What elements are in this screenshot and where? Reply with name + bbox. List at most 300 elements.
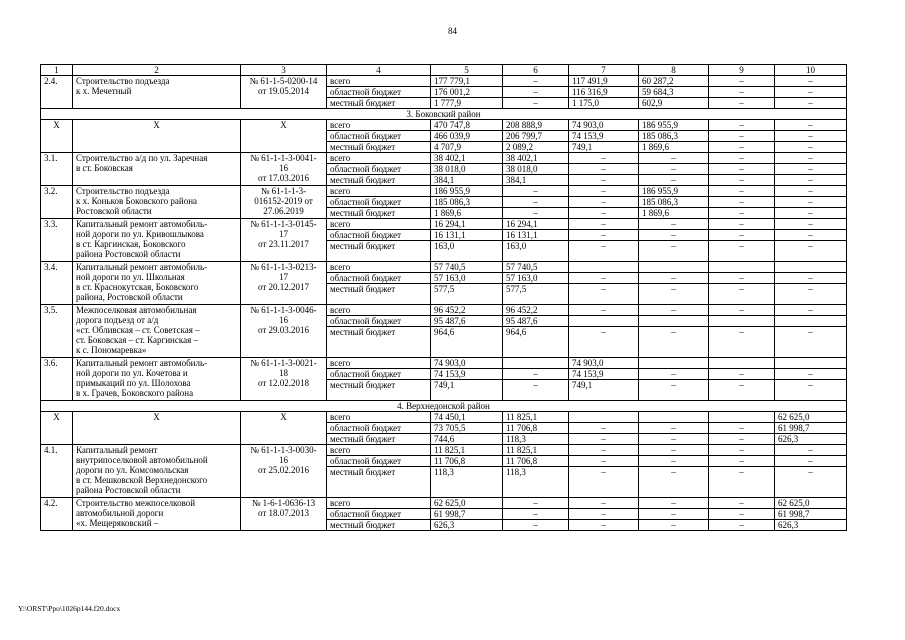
object-name-line: Строительство подъезда [76,76,170,86]
amount-cell: – [639,520,709,531]
document-ref-line: от 19.05.2014 [257,86,310,96]
funding-type: местный бюджет [327,520,431,531]
object-name [73,219,241,262]
object-name-line: ной дороги по ул. Кривошлыкова [76,229,204,239]
amount-cell [709,412,775,423]
amount-cell: 116 316,9 [569,87,639,98]
object-name-line: дорога подъезд от а/д [76,315,159,325]
amount-cell: 96 452,2 [503,305,569,316]
funding-type: местный бюджет [327,434,431,445]
amount-cell: 61 998,7 [431,509,503,520]
funding-type: всего [327,76,431,87]
amount-cell: – [639,423,709,434]
amount-cell: – [569,175,639,186]
funding-type: областной бюджет [327,456,431,467]
amount-cell: 11 825,1 [431,445,503,456]
document-ref [241,120,327,153]
amount-cell: – [775,284,847,305]
object-name-line: Капитальный ремонт автомобиль- [76,358,208,368]
object-name-line: Ростовской области [76,206,152,216]
row-number: 4.1. [41,445,73,498]
document-ref-line: от 29.03.2016 [257,325,310,335]
amount-cell: – [709,197,775,208]
amount-cell: 11 825,1 [503,412,569,423]
amount-cell: 11 825,1 [503,445,569,456]
amount-cell: 626,3 [431,520,503,531]
funding-type: областной бюджет [327,164,431,175]
amount-cell: – [569,456,639,467]
amount-cell: – [503,98,569,109]
object-name [73,498,241,531]
amount-cell: – [775,76,847,87]
funding-type: областной бюджет [327,87,431,98]
amount-cell: 11 706,8 [503,456,569,467]
object-name-line: района Ростовской области [76,249,181,259]
object-name-line: внутрипоселковой автомобильной [76,455,208,465]
object-name [73,358,241,401]
amount-cell: 61 998,7 [775,423,847,434]
funding-type: всего [327,262,431,273]
object-name-line: Х [153,120,160,130]
amount-cell: 185 086,3 [639,131,709,142]
header-cell-2: 2 [73,65,241,76]
document-ref-line: от 20.12.2017 [257,282,310,292]
amount-cell: – [709,509,775,520]
amount-cell: 208 888,9 [503,120,569,131]
amount-cell: 470 747,8 [431,120,503,131]
amount-cell [569,316,639,327]
amount-cell: 964,6 [503,327,569,358]
amount-cell: 602,9 [639,98,709,109]
amount-cell: – [709,467,775,498]
amount-cell: – [639,273,709,284]
document-ref-line: от 12.02.2018 [257,378,310,388]
amount-cell: – [639,445,709,456]
amount-cell: 38 402,1 [503,153,569,164]
document-ref-line: 016152-2019 от [254,196,313,206]
amount-cell [639,358,709,369]
amount-cell [775,358,847,369]
document-ref-line: от 17.03.2016 [257,173,310,183]
amount-cell: 186 955,9 [639,186,709,197]
amount-cell: – [775,241,847,262]
amount-cell: – [775,153,847,164]
amount-cell: 186 955,9 [639,120,709,131]
table-row [41,412,847,423]
document-ref-line: 17 [279,272,288,282]
amount-cell: – [709,445,775,456]
amount-cell: – [569,186,639,197]
amount-cell: 185 086,3 [639,197,709,208]
amount-cell: 59 684,3 [639,87,709,98]
amount-cell: – [709,164,775,175]
object-name [73,412,241,445]
amount-cell: – [639,498,709,509]
amount-cell: – [569,423,639,434]
amount-cell [775,316,847,327]
amount-cell: – [775,467,847,498]
amount-cell: – [775,305,847,316]
amount-cell: – [503,380,569,401]
row-number: Х [41,120,73,153]
header-cell-10: 10 [775,65,847,76]
amount-cell: – [709,456,775,467]
amount-cell: – [709,520,775,531]
amount-cell: 57 163,0 [503,273,569,284]
amount-cell: – [639,467,709,498]
amount-cell: – [775,230,847,241]
document-ref-line: № 61-1-1-3-0213- [250,262,317,272]
header-cell-7: 7 [569,65,639,76]
amount-cell: 16 294,1 [503,219,569,230]
object-name-line: в ст. Боковская [76,163,133,173]
amount-cell: – [709,131,775,142]
object-name-line: района Ростовской области [76,485,181,495]
object-name-line: ной дороги по ул. Школьная [76,272,185,282]
amount-cell: 16 294,1 [431,219,503,230]
amount-cell: 96 452,2 [431,305,503,316]
amount-cell: – [775,273,847,284]
amount-cell: 1 869,6 [639,208,709,219]
document-ref-line: от 18.07.2013 [257,508,310,518]
amount-cell [639,262,709,273]
header-cell-8: 8 [639,65,709,76]
amount-cell: – [569,284,639,305]
amount-cell: 74 153,9 [569,131,639,142]
object-name [73,153,241,186]
amount-cell: 62 625,0 [431,498,503,509]
amount-cell: – [569,230,639,241]
amount-cell: – [775,327,847,358]
amount-cell: – [503,87,569,98]
amount-cell [639,316,709,327]
amount-cell: 62 625,0 [775,412,847,423]
amount-cell [709,316,775,327]
amount-cell: – [709,208,775,219]
amount-cell: 74 903,0 [569,120,639,131]
funding-type: всего [327,498,431,509]
header-cell-9: 9 [709,65,775,76]
document-ref-line: № 61-1-1-3-0046- [250,305,317,315]
funding-type: местный бюджет [327,380,431,401]
document-ref [241,358,327,401]
amount-cell [639,412,709,423]
amount-cell: – [639,380,709,401]
table-row [41,305,847,316]
amount-cell: 73 705,5 [431,423,503,434]
amount-cell: – [775,164,847,175]
amount-cell: 749,1 [569,380,639,401]
amount-cell: – [639,509,709,520]
amount-cell: – [709,142,775,153]
amount-cell: 163,0 [431,241,503,262]
amount-cell: – [709,76,775,87]
section-title: 4. Верхнедонской район [41,401,847,412]
amount-cell: 74 153,9 [431,369,503,380]
amount-cell: 117 491,9 [569,76,639,87]
amount-cell: 626,3 [775,520,847,531]
amount-cell: 11 706,8 [431,456,503,467]
object-name [73,186,241,219]
amount-cell: – [569,327,639,358]
amount-cell: – [709,230,775,241]
amount-cell: – [709,273,775,284]
document-ref-line: № 61-1-1-3-0145- [250,219,317,229]
amount-cell: – [569,208,639,219]
section-row [41,109,847,120]
amount-cell: 118,3 [503,434,569,445]
amount-cell: 177 779,1 [431,76,503,87]
funding-type: всего [327,305,431,316]
document-ref-line: № 61-1-1-3-0041- [250,153,317,163]
funding-type: местный бюджет [327,284,431,305]
amount-cell: – [775,369,847,380]
row-number: 2.4. [41,76,73,109]
row-number: 3.5. [41,305,73,358]
amount-cell: – [709,498,775,509]
amount-cell: – [775,208,847,219]
funding-type: местный бюджет [327,98,431,109]
document-ref [241,498,327,531]
document-ref-line: от 25.02.2016 [257,465,310,475]
document-ref-line: 16 [279,315,288,325]
document-ref [241,445,327,498]
amount-cell: – [639,175,709,186]
document-ref [241,76,327,109]
object-name-line: Строительство межпоселковой [76,498,196,508]
amount-cell: 95 487,6 [503,316,569,327]
document-ref [241,153,327,186]
funding-type: областной бюджет [327,369,431,380]
amount-cell: – [569,445,639,456]
amount-cell: – [503,186,569,197]
amount-cell: – [775,456,847,467]
document-ref-line: 16 [279,455,288,465]
amount-cell: – [709,423,775,434]
amount-cell: 74 153,9 [569,369,639,380]
amount-cell: 60 287,2 [639,76,709,87]
table-row [41,153,847,164]
amount-cell: – [639,434,709,445]
amount-cell: – [709,153,775,164]
amount-cell [503,358,569,369]
amount-cell: 1 869,6 [431,208,503,219]
amount-cell: 749,1 [569,142,639,153]
amount-cell: – [709,434,775,445]
table-row [41,358,847,369]
object-name-line: «х. Мещеряковский – [76,518,159,528]
object-name-line: Строительство а/д по ул. Заречная [76,153,208,163]
amount-cell: – [775,380,847,401]
funding-type: всего [327,219,431,230]
object-name-line: Строительство подъезда [76,186,170,196]
funding-type: областной бюджет [327,131,431,142]
amount-cell: – [775,445,847,456]
document-ref-line: 18 [279,368,288,378]
row-number: 3.6. [41,358,73,401]
object-name-line: Х [153,412,160,422]
object-name-line: к с. Пономаревка» [76,345,147,355]
document-ref [241,219,327,262]
object-name [73,76,241,109]
row-number: 3.4. [41,262,73,305]
file-path-footer: Y:\ORST\Ppo\1026p144.f20.docx [18,604,121,613]
amount-cell: – [709,327,775,358]
amount-cell: – [569,241,639,262]
object-name-line: в ст. Мешковской Верхнедонского [76,475,208,485]
document-ref-line: Х [280,120,287,130]
object-name-line: в х. Грачев, Боковского района [76,388,194,398]
amount-cell: 4 707,9 [431,142,503,153]
amount-cell: 185 086,3 [431,197,503,208]
document-ref-line: 17 [279,229,288,239]
page-number: 84 [448,26,457,36]
funding-type: местный бюджет [327,175,431,186]
amount-cell: – [569,164,639,175]
amount-cell: – [709,175,775,186]
funding-type: всего [327,445,431,456]
table-row [41,186,847,197]
amount-cell: 74 450,1 [431,412,503,423]
document-ref-line: 16 [279,163,288,173]
amount-cell: 206 799,7 [503,131,569,142]
amount-cell: – [569,509,639,520]
amount-cell: – [639,369,709,380]
amount-cell: 74 903,0 [431,358,503,369]
amount-cell: – [709,98,775,109]
amount-cell: – [503,369,569,380]
amount-cell: 95 487,6 [431,316,503,327]
amount-cell: – [503,498,569,509]
amount-cell: 38 018,0 [503,164,569,175]
amount-cell: 1 869,6 [639,142,709,153]
amount-cell: 62 625,0 [775,498,847,509]
amount-cell: – [639,153,709,164]
amount-cell: – [775,197,847,208]
amount-cell: 466 039,9 [431,131,503,142]
header-cell-6: 6 [503,65,569,76]
amount-cell: – [569,520,639,531]
object-name-line: к х. Мечетный [76,86,132,96]
section-title: 3. Боковский район [41,109,847,120]
amount-cell: 74 903,0 [569,358,639,369]
amount-cell: – [775,87,847,98]
amount-cell: – [569,197,639,208]
amount-cell: – [569,498,639,509]
amount-cell: 2 089,2 [503,142,569,153]
funding-type: всего [327,186,431,197]
amount-cell: – [709,305,775,316]
document-ref-line: № 61-1-1-3-0030- [250,445,317,455]
amount-cell [569,262,639,273]
amount-cell: 11 706,8 [503,423,569,434]
amount-cell: – [639,305,709,316]
header-cell-1: 1 [41,65,73,76]
amount-cell: – [709,284,775,305]
row-number: 3.1. [41,153,73,186]
object-name [73,305,241,358]
amount-cell: 57 163,0 [431,273,503,284]
object-name-line: ст. Боковская – ст. Каргинская – [76,335,198,345]
amount-cell: – [709,186,775,197]
amount-cell: 118,3 [431,467,503,498]
amount-cell: 57 740,5 [431,262,503,273]
section-row [41,401,847,412]
amount-cell: – [709,87,775,98]
amount-cell: – [775,131,847,142]
header-row [41,65,847,76]
amount-cell: 38 402,1 [431,153,503,164]
object-name-line: «ст. Обливская – ст. Советская – [76,325,200,335]
object-name [73,262,241,305]
header-cell-5: 5 [431,65,503,76]
table-row [41,445,847,456]
object-name-line: в ст. Краснокутская, Боковского [76,282,199,292]
object-name-line: Межпоселковая автомобильная [76,305,197,315]
amount-cell: 577,5 [503,284,569,305]
amount-cell: 626,3 [775,434,847,445]
object-name-line: Капитальный ремонт автомобиль- [76,219,208,229]
document-ref-line: № 61-1-1-3-0021- [250,358,317,368]
amount-cell: 163,0 [503,241,569,262]
amount-cell: – [639,456,709,467]
row-number: Х [41,412,73,445]
funding-type: областной бюджет [327,273,431,284]
document-ref [241,186,327,219]
object-name [73,445,241,498]
amount-cell: 186 955,9 [431,186,503,197]
amount-cell: – [775,120,847,131]
object-name-line: автомобильной дороги [76,508,164,518]
amount-cell: – [503,509,569,520]
object-name-line: Капитальный ремонт [76,445,158,455]
amount-cell: – [775,219,847,230]
funding-type: всего [327,358,431,369]
object-name-line: Капитальный ремонт автомобиль- [76,262,208,272]
object-name-line: примыкаций по ул. Шолохова [76,378,191,388]
object-name-line: дороги по ул. Комсомольская [76,465,189,475]
amount-cell: – [569,219,639,230]
document-ref-line: № 1-6-1-0636-13 [251,498,316,508]
table-row [41,76,847,87]
object-name-line: ной дороги по ул. Кочетова и [76,368,188,378]
funding-type: местный бюджет [327,467,431,498]
amount-cell: – [503,76,569,87]
amount-cell: – [775,175,847,186]
object-name [73,120,241,153]
row-number: 3.3. [41,219,73,262]
amount-cell: – [639,219,709,230]
document-ref [241,412,327,445]
amount-cell: 57 740,5 [503,262,569,273]
amount-cell: – [639,284,709,305]
amount-cell: 744,6 [431,434,503,445]
table-row [41,498,847,509]
amount-cell: – [569,434,639,445]
funding-type: местный бюджет [327,327,431,358]
amount-cell: – [709,120,775,131]
document-ref [241,305,327,358]
amount-cell: 176 001,2 [431,87,503,98]
amount-cell: 749,1 [431,380,503,401]
funding-type: всего [327,153,431,164]
amount-cell: 1 175,0 [569,98,639,109]
amount-cell: – [503,208,569,219]
document-ref-line: № 61-1-1-3- [260,186,307,196]
document-ref-line: 27.06.2019 [263,206,304,216]
budget-table [40,64,847,531]
funding-type: всего [327,120,431,131]
